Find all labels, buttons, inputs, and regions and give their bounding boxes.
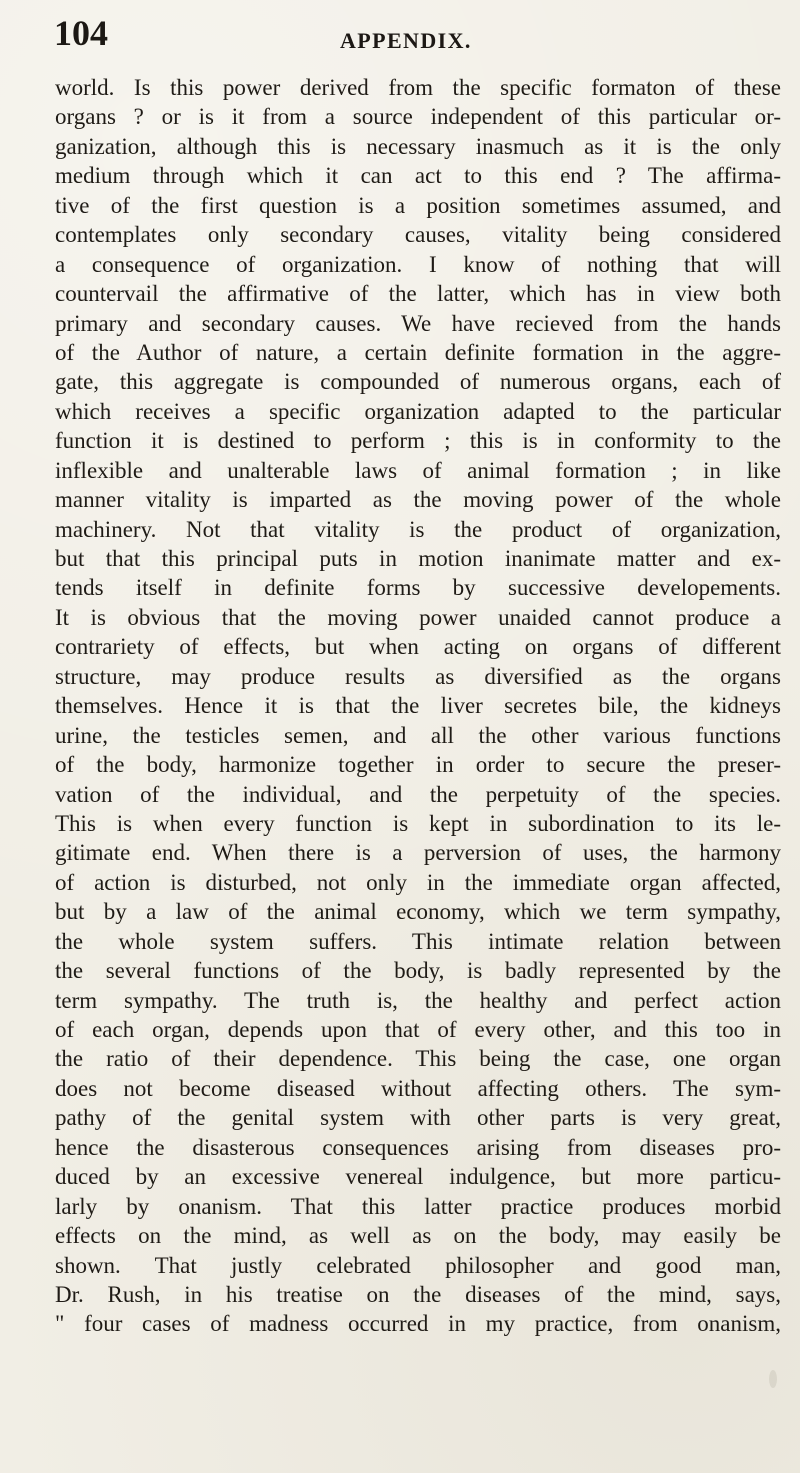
text-line-30: the whole system suffers. This intimate relation between	[55, 928, 781, 954]
text-line-42: Dr. Rush, in his treatise on the diseases of the mind, says,	[55, 1281, 781, 1307]
text-line-16: machinery. Not that vitality is the product of organization,	[55, 516, 781, 542]
text-line-10: of the Author of nature, a certain definite formation in the aggre-	[55, 339, 781, 365]
text-line-31: the several functions of the body, is badly represented by the	[55, 958, 781, 984]
scan-smudge	[769, 1370, 777, 1388]
text-line-41: shown. That justly celebrated philosopher and good man,	[55, 1252, 781, 1278]
body-text	[55, 73, 781, 1339]
text-line-19: It is obvious that the moving power unaided cannot produce a	[55, 604, 781, 630]
text-line-18: tends itself in definite forms by successive developements.	[55, 575, 781, 601]
text-line-28: of action is disturbed, not only in the immediate organ affected,	[55, 869, 781, 895]
text-line-22: themselves. Hence it is that the liver secretes bile, the kidneys	[55, 693, 781, 719]
text-line-39: larly by onanism. That this latter practice produces morbid	[55, 1193, 781, 1219]
text-line-5: tive of the first question is a position sometimes assumed, and	[55, 192, 781, 218]
text-line-12: which receives a specific organization adapted to the particular	[55, 398, 781, 424]
text-line-21: structure, may produce results as diversified as the organs	[55, 663, 781, 689]
text-line-34: the ratio of their dependence. This being the case, one organ	[55, 1046, 781, 1072]
text-line-29: but by a law of the animal economy, which we term sympathy,	[55, 899, 781, 925]
text-line-1: world. Is this power derived from the specific formaton of these	[55, 75, 781, 100]
text-line-15: manner vitality is imparted as the moving power of the whole	[55, 487, 781, 513]
text-line-26: This is when every function is kept in subordination to its le-	[55, 810, 781, 836]
text-line-32: term sympathy. The truth is, the healthy and perfect action	[55, 987, 781, 1013]
text-line-27: gitimate end. When there is a perversion of uses, the harmony	[55, 840, 781, 866]
page-number: 104	[54, 13, 108, 53]
text-line-11: gate, this aggregate is compounded of numerous organs, each of	[55, 369, 781, 395]
text-line-14: inflexible and unalterable laws of animal formation ; in like	[55, 457, 781, 483]
text-line-23: urine, the testicles semen, and all the other various functions	[55, 722, 781, 748]
text-line-37: hence the disasterous consequences arising from diseases pro-	[55, 1134, 781, 1160]
text-line-17: but that this principal puts in motion inanimate matter and ex-	[55, 546, 781, 571]
text-line-4: medium through which it can act to this end ? The affirma-	[55, 163, 781, 189]
text-line-36: pathy of the genital system with other parts is very great,	[55, 1105, 781, 1131]
text-line-43: " four cases of madness occurred in my practice, from onanism,	[55, 1311, 781, 1337]
page-header	[54, 10, 770, 74]
text-line-25: vation of the individual, and the perpetuity of the species.	[55, 781, 781, 807]
text-line-6: contemplates only secondary causes, vitality being considered	[55, 222, 781, 248]
running-head: APPENDIX.	[340, 28, 472, 53]
text-line-20: contrariety of effects, but when acting on organs of different	[55, 634, 781, 660]
text-line-9: primary and secondary causes. We have recieved from the hands	[55, 310, 781, 336]
text-line-13: function it is destined to perform ; this is in conformity to the	[55, 428, 781, 454]
text-line-8: countervail the affirmative of the latter, which has in view both	[55, 281, 781, 307]
text-line-38: duced by an excessive venereal indulgence, but more particu-	[55, 1164, 781, 1190]
text-line-35: does not become diseased without affecting others. The sym-	[55, 1075, 781, 1101]
text-line-24: of the body, harmonize together in order to secure the preser-	[55, 752, 781, 778]
text-line-3: ganization, although this is necessary inasmuch as it is the only	[55, 133, 781, 159]
text-line-33: of each organ, depends upon that of every other, and this too in	[55, 1017, 781, 1042]
text-line-7: a consequence of organization. I know of nothing that will	[55, 251, 781, 277]
text-line-40: effects on the mind, as well as on the body, may easily be	[55, 1223, 781, 1249]
text-line-2: organs ? or is it from a source independent of this particular or-	[55, 104, 781, 130]
